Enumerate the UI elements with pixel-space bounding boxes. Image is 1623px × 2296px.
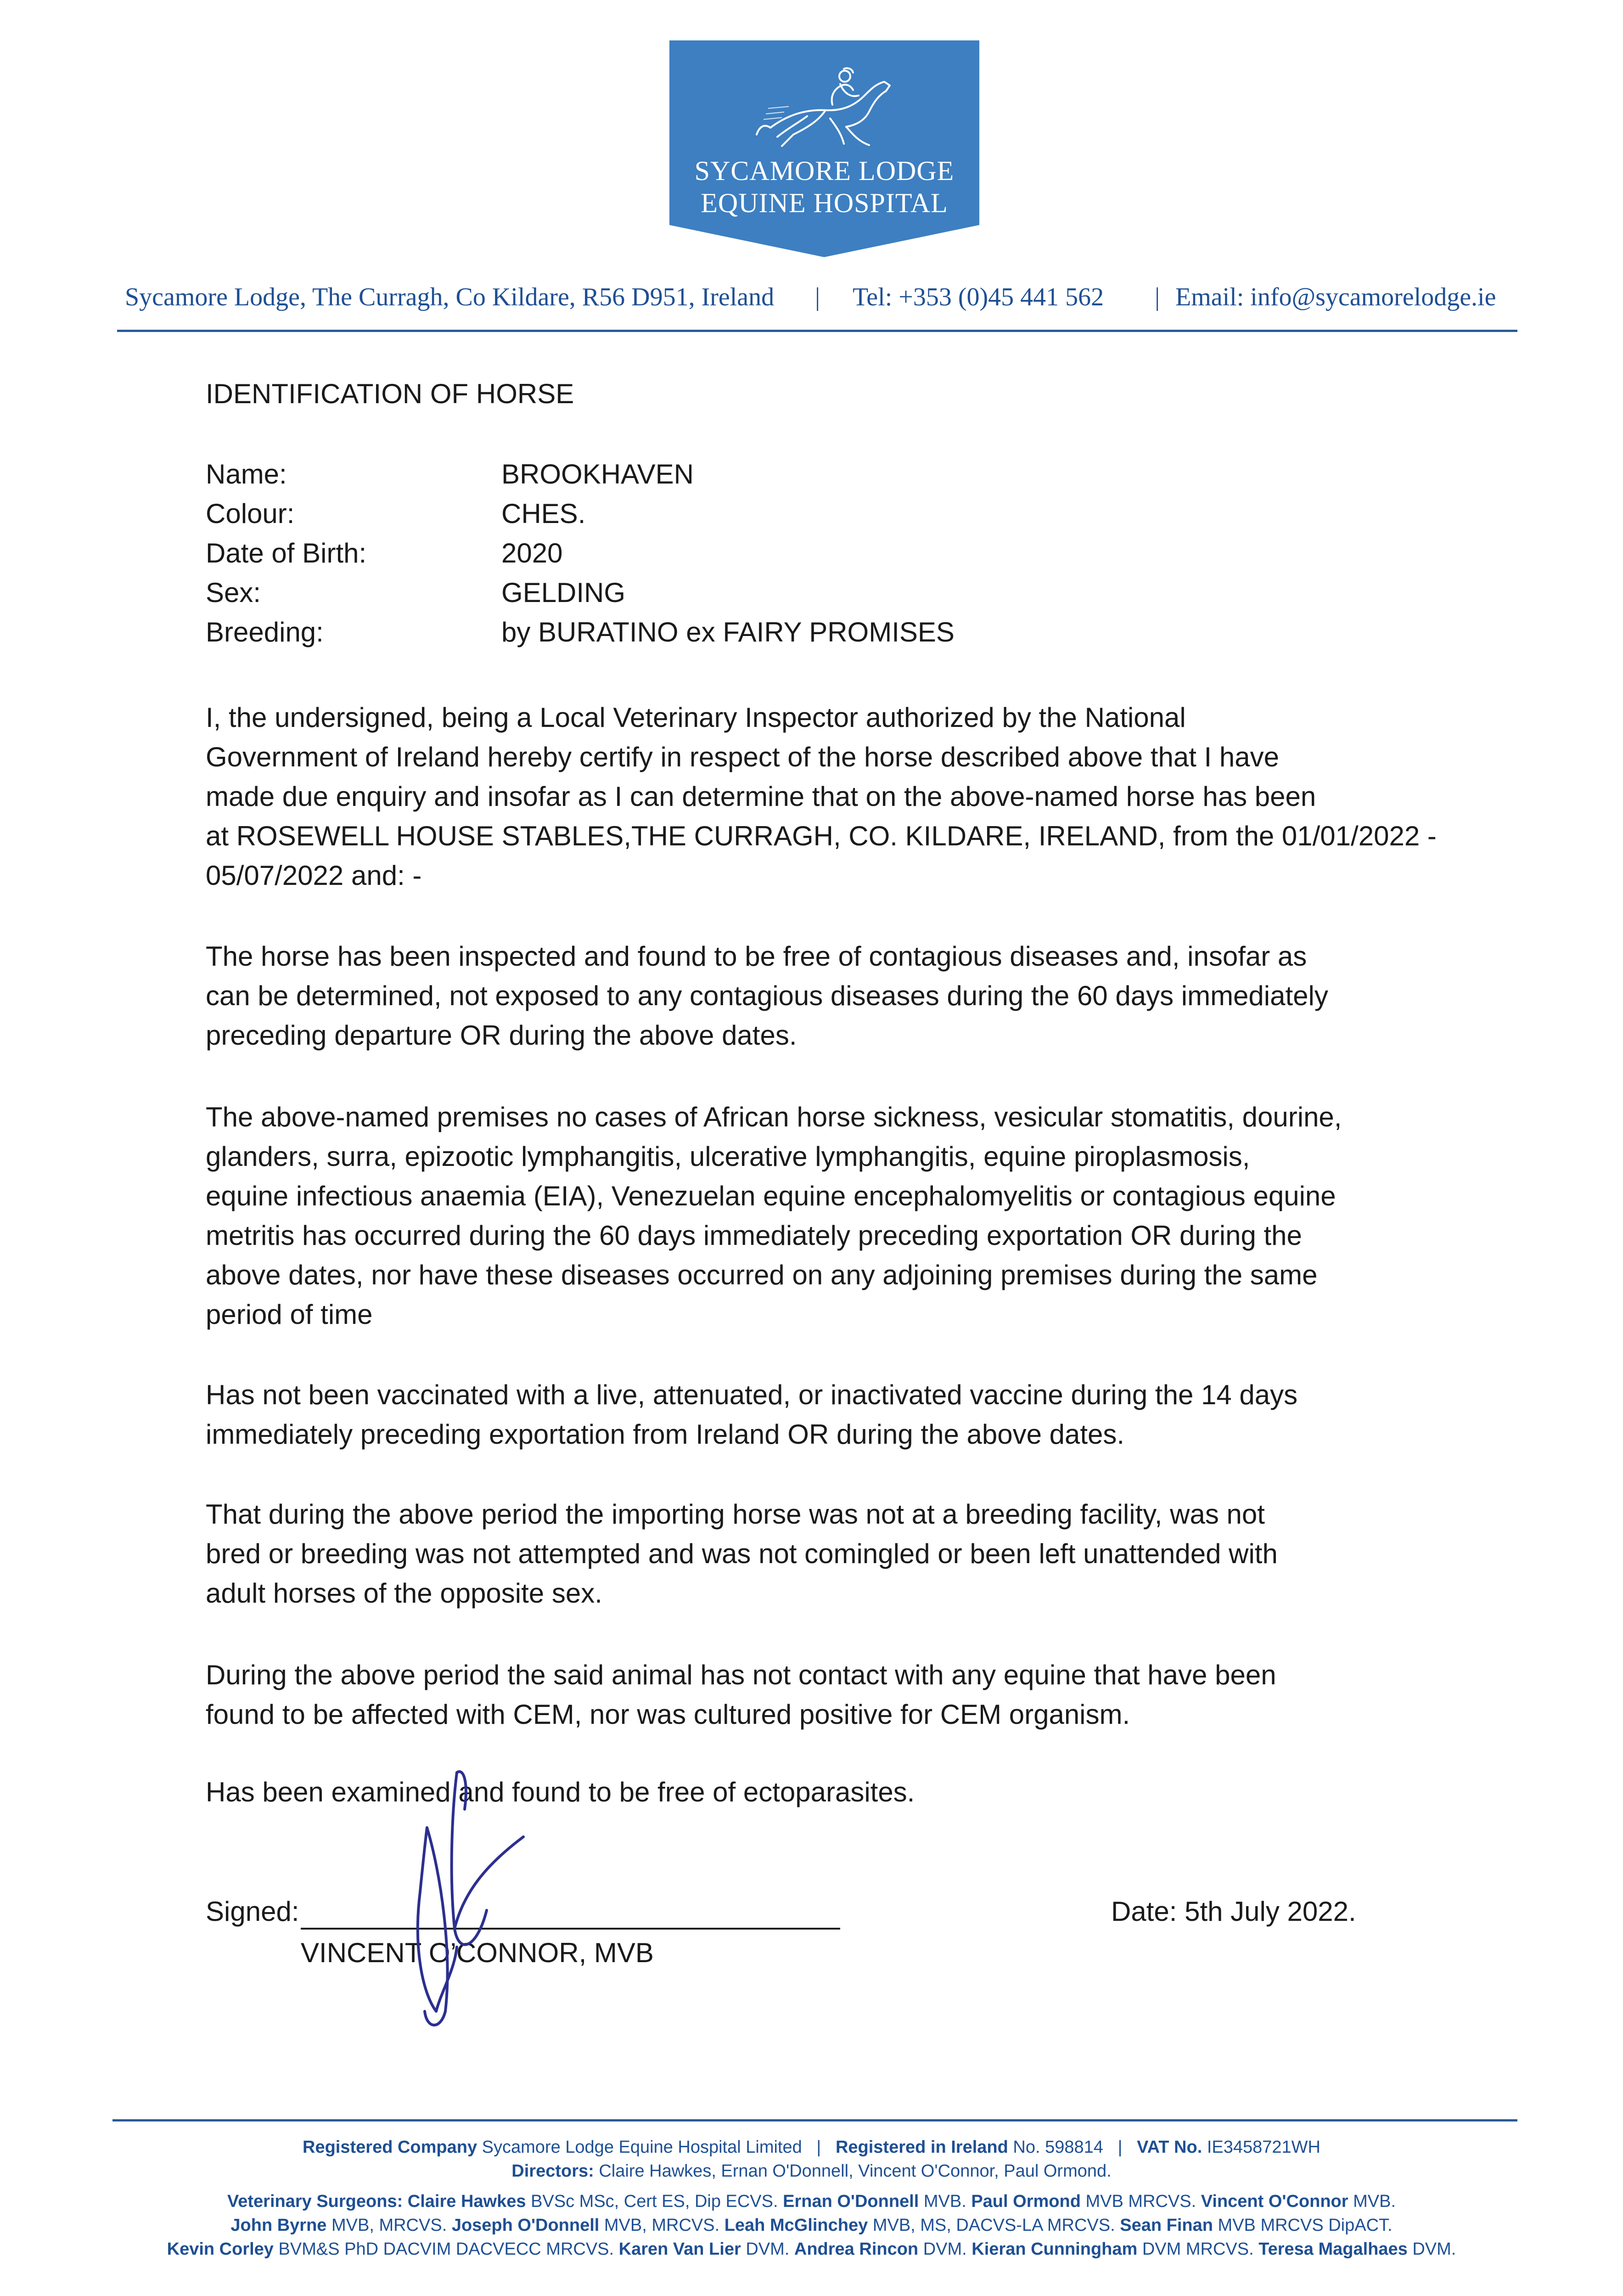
paragraph-line: Government of Ireland hereby certify in respect of the horse described above that I have <box>206 742 1279 772</box>
paragraph-line: Has been examined and found to be free of ectoparasites. <box>206 1777 915 1807</box>
footer-surgeons-line3 <box>0 2237 1623 2261</box>
surgeon-name: Vincent O'Connor <box>1201 2192 1348 2211</box>
signed-label: Signed: <box>206 1896 299 1927</box>
field-value-breeding: by BURATINO ex FAIRY PROMISES <box>501 617 955 647</box>
footer-vat-number: IE3458721WH <box>1207 2138 1320 2157</box>
inspection-paragraph <box>206 937 1491 1055</box>
field-value-colour: CHES. <box>501 498 586 529</box>
footer-label: VAT No. <box>1137 2138 1202 2157</box>
surgeon-name: Claire Hawkes <box>407 2192 526 2211</box>
paragraph-line: The horse has been inspected and found to be free of contagious diseases and, insofar as <box>206 941 1307 972</box>
paragraph-line: Has not been vaccinated with a live, attenuated, or inactivated vaccine during the 14 days <box>206 1379 1298 1410</box>
surgeon-name: John Byrne <box>230 2216 327 2235</box>
paragraph-line: I, the undersigned, being a Local Veterinary Inspector authorized by the National <box>206 702 1186 733</box>
surgeon-name: Karen Van Lier <box>618 2240 741 2259</box>
surgeon-name: Paul Ormond <box>971 2192 1081 2211</box>
paragraph-line: made due enquiry and insofar as I can determine that on the above-named horse has been <box>206 781 1316 812</box>
paragraph-line: During the above period the said animal has not contact with any equine that have been <box>206 1660 1276 1690</box>
cem-paragraph <box>206 1655 1491 1734</box>
paragraph-line: period of time <box>206 1299 373 1330</box>
surgeon-qualifications: MVB MRCVS DipACT. <box>1218 2216 1393 2235</box>
footer-directors: Claire Hawkes, Ernan O'Donnell, Vincent O'Connor, Paul Ormond. <box>599 2161 1112 2181</box>
footer-company-name: Sycamore Lodge Equine Hospital Limited <box>482 2138 802 2157</box>
field-label-dob: Date of Birth: <box>206 538 367 568</box>
surgeon-qualifications: DVM. <box>746 2240 790 2259</box>
surgeon-name: Leah McGlinchey <box>724 2216 868 2235</box>
hospital-email: Email: info@sycamorelodge.ie <box>1175 283 1496 311</box>
header-divider <box>117 330 1517 332</box>
footer-registration-number: No. 598814 <box>1013 2138 1103 2157</box>
header-separator: | <box>1155 283 1160 311</box>
paragraph-line: immediately preceding exportation from Ireland OR during the above dates. <box>206 1419 1125 1450</box>
handwritten-signature <box>376 1754 542 2039</box>
surgeon-name: Sean Finan <box>1120 2216 1213 2235</box>
contact-header <box>119 282 1506 319</box>
surgeon-qualifications: MVB. <box>1353 2192 1396 2211</box>
field-value-dob: 2020 <box>501 538 563 568</box>
surgeon-name: Kevin Corley <box>167 2240 274 2259</box>
surgeon-qualifications: MVB. <box>923 2192 966 2211</box>
paragraph-line: That during the above period the importing horse was not at a breeding facility, was not <box>206 1499 1265 1530</box>
footer-surgeons-line1 <box>0 2189 1623 2213</box>
hospital-address: Sycamore Lodge, The Curragh, Co Kildare, R56 D951, Ireland <box>125 283 775 311</box>
breeding-facility-paragraph <box>206 1495 1491 1613</box>
footer-surgeons-line2 <box>0 2213 1623 2237</box>
certification-paragraph <box>206 698 1491 895</box>
surgeon-qualifications: BVSc MSc, Cert ES, Dip ECVS. <box>531 2192 778 2211</box>
surgeon-qualifications: DVM. <box>1412 2240 1456 2259</box>
field-label-colour: Colour: <box>206 498 295 529</box>
paragraph-line: above dates, nor have these diseases occurred on any adjoining premises during the same <box>206 1260 1318 1290</box>
surgeon-qualifications: MVB, MS, DACVS-LA MRCVS. <box>872 2216 1115 2235</box>
surgeon-qualifications: MVB, MRCVS. <box>604 2216 720 2235</box>
footer-registration-line: Registered Company Sycamore Lodge Equine Hospital Limited | Registered in Ireland No. 598814 | VAT No. IE3458721WH <box>303 2138 1320 2157</box>
surgeon-qualifications: MVB MRCVS. <box>1085 2192 1196 2211</box>
signer-name: VINCENT O’CONNOR, MVB <box>301 1937 654 1968</box>
surgeon-qualifications: MVB, MRCVS. <box>331 2216 447 2235</box>
field-label-breeding: Breeding: <box>206 617 324 647</box>
signing-date: Date: 5th July 2022. <box>1111 1896 1356 1927</box>
paragraph-line: glanders, surra, epizootic lymphangitis, ulcerative lymphangitis, equine piroplasmosis, <box>206 1141 1250 1172</box>
field-value-sex: GELDING <box>501 577 626 608</box>
logo-chevron-shape <box>669 220 979 257</box>
hospital-telephone: Tel: +353 (0)45 441 562 <box>853 283 1104 311</box>
field-label-name: Name: <box>206 459 287 490</box>
surgeon-name: Joseph O'Donnell <box>451 2216 600 2235</box>
surgeon-qualifications: DVM. <box>923 2240 967 2259</box>
footer-label: Veterinary Surgeons: <box>227 2192 403 2211</box>
surgeon-name: Kieran Cunningham <box>972 2240 1138 2259</box>
footer-label: Registered Company <box>303 2138 477 2157</box>
paragraph-line: found to be affected with CEM, nor was cultured positive for CEM organism. <box>206 1699 1130 1730</box>
footer-directors-line <box>0 2159 1623 2183</box>
paragraph-line: equine infectious anaemia (EIA), Venezuelan equine encephalomyelitis or contagious equine <box>206 1181 1336 1211</box>
paragraph-line: adult horses of the opposite sex. <box>206 1578 602 1609</box>
vaccination-paragraph <box>206 1375 1491 1454</box>
footer-label: Registered in Ireland <box>835 2138 1008 2157</box>
paragraph-line: metritis has occurred during the 60 days immediately preceding exportation OR during the <box>206 1220 1302 1251</box>
paragraph-line: The above-named premises no cases of African horse sickness, vesicular stomatitis, dourine, <box>206 1102 1342 1132</box>
surgeon-name: Teresa Magalhaes <box>1258 2240 1408 2259</box>
paragraph-line: at ROSEWELL HOUSE STABLES,THE CURRAGH, CO. KILDARE, IRELAND, from the 01/01/2022 - <box>206 821 1437 851</box>
logo-text-line1: SYCAMORE LODGE <box>694 156 955 186</box>
surgeon-name: Andrea Rincon <box>794 2240 919 2259</box>
paragraph-line: preceding departure OR during the above dates. <box>206 1020 797 1051</box>
surgeon-name: Ernan O'Donnell <box>783 2192 919 2211</box>
hospital-logo <box>669 40 979 224</box>
document-title: IDENTIFICATION OF HORSE <box>206 378 574 409</box>
header-separator: | <box>815 283 820 311</box>
footer-label: Directors: <box>511 2161 594 2181</box>
paragraph-line: bred or breeding was not attempted and was not comingled or been left unattended with <box>206 1538 1278 1569</box>
logo-text-line2: EQUINE HOSPITAL <box>701 188 948 218</box>
field-label-sex: Sex: <box>206 577 261 608</box>
paragraph-line: can be determined, not exposed to any contagious diseases during the 60 days immediately <box>206 980 1328 1011</box>
surgeon-qualifications: BVM&S PhD DACVIM DACVECC MRCVS. <box>278 2240 614 2259</box>
premises-diseases-paragraph <box>206 1097 1491 1334</box>
racehorse-jockey-icon <box>738 59 913 155</box>
paragraph-line: 05/07/2022 and: - <box>206 860 422 891</box>
surgeon-qualifications: DVM MRCVS. <box>1142 2240 1254 2259</box>
field-value-name: BROOKHAVEN <box>501 459 694 490</box>
footer-divider <box>112 2119 1517 2122</box>
